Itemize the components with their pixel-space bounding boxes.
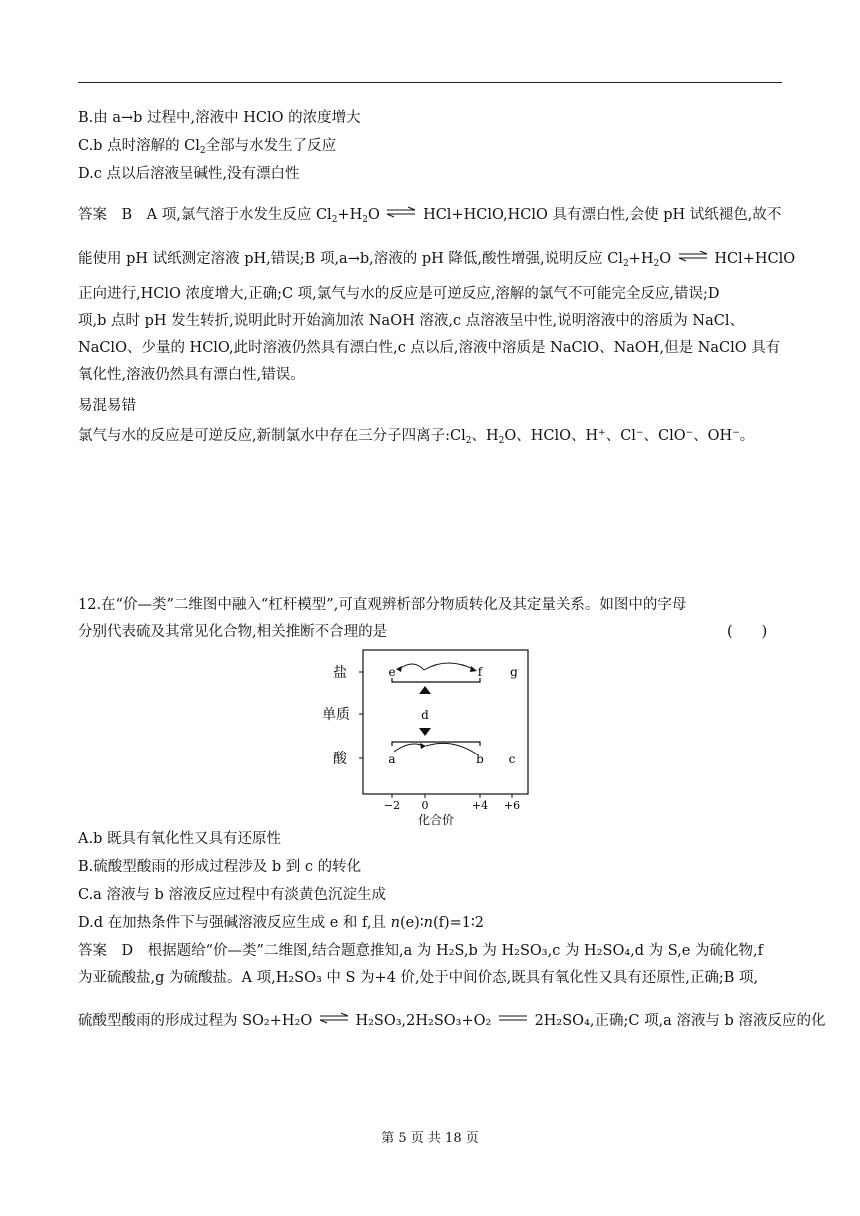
x-tick-label: −2 (383, 799, 401, 812)
y-label-acid: 酸 (333, 751, 347, 767)
point-d: d (421, 708, 429, 722)
answer-q12-line-2: 为亚硫酸盐,g 为硫酸盐。A 项,H₂SO₃ 中 S 为+4 价,处于中间价态,既具有氧化性又具有还原性,正确;B 项, (78, 970, 759, 986)
answer-q11-line-2: 能使用 pH 试纸测定溶液 pH,错误;B 项,a→b,溶液的 pH 降低,酸性增强,说明反应 $Cl_2+H_2O$ HCl+HClO (78, 251, 796, 269)
arc-a-to-d (394, 744, 424, 752)
option-c-q12: C.a 溶液与 b 溶液反应过程中有淡黄色沉淀生成 (78, 887, 386, 903)
reversible-arrow-icon (319, 1012, 349, 1024)
page-footer: 第 5 页 共 18 页 (381, 1131, 479, 1146)
point-e: e (388, 665, 396, 679)
reversible-arrow-icon (678, 250, 708, 262)
option-d-q11: D.c 点以后溶液呈碱性,没有漂白性 (78, 166, 300, 182)
answer-q11-line-4: 项,b 点时 pH 发生转折,说明此时开始滴加浓 NaOH 溶液,c 点溶液呈中性,说明溶液中的溶质为 NaCl、 (78, 313, 744, 329)
arc-b-to-d (426, 743, 476, 754)
option-d-q12: D.d 在加热条件下与强碱溶液反应生成 e 和 f,且 n(e)∶n(f)=1∶2 (78, 915, 485, 931)
point-f: f (477, 665, 483, 679)
point-b: b (476, 752, 484, 766)
fulcrum-top (419, 686, 431, 694)
option-c-q11: C.b 点时溶解的 $Cl_2$全部与水发生了反应 (78, 138, 337, 156)
valence-class-diagram (318, 646, 543, 826)
option-b-q12: B.硫酸型酸雨的形成过程涉及 b 到 c 的转化 (78, 859, 362, 875)
reversible-arrow-icon (386, 206, 416, 218)
lever-bar-top (392, 678, 480, 682)
answer-q11-line-1: 答案 B A 项,氯气溶于水发生反应 $Cl_2+H_2O$ HCl+HClO,HClO 具有漂白性,会使 pH 试纸褪色,故不 (78, 207, 782, 225)
option-b-q11: B.由 a→b 过程中,溶液中 HClO 的浓度增大 (78, 110, 361, 126)
header-rule (78, 82, 782, 83)
equals-sign-icon (498, 1012, 528, 1024)
point-g: g (510, 665, 518, 679)
y-label-element: 单质 (322, 707, 350, 723)
q12-stem-line-1: 12.在“价—类”二维图中融入“杠杆模型”,可直观辨析部分物质转化及其定量关系。如图中的字母 (78, 597, 687, 613)
confusion-text: 氯气与水的反应是可逆反应,新制氯水中存在三分子四离子$:Cl_2$、$H_2O$、HClO、H+、Cl−、ClO−、OH−。 (78, 428, 755, 446)
y-label-salt: 盐 (333, 665, 347, 681)
arc-d-to-e (398, 664, 424, 670)
x-tick-label: 0 (421, 799, 429, 812)
answer-q11-line-5: NaClO、少量的 HClO,此时溶液仍然具有漂白性,c 点以后,溶液中溶质是 NaClO、NaOH,但是 NaClO 具有 (78, 340, 781, 356)
confusion-heading: 易混易错 (78, 398, 136, 414)
arrowhead (470, 666, 477, 672)
x-tick-label: +4 (471, 799, 489, 812)
fulcrum-bottom (419, 728, 431, 736)
answer-q12-line-1: 答案 D 根据题给“价—类”二维图,结合题意推知,a 为 H₂S,b 为 H₂SO₃,c 为 H₂SO₄,d 为 S,e 为硫化物,f (78, 943, 763, 959)
answer-q11-line-6: 氧化性,溶液仍然具有漂白性,错误。 (78, 367, 305, 383)
answer-q11-line-3: 正向进行,HClO 浓度增大,正确;C 项,氯气与水的反应是可逆反应,溶解的氯气不可能完全反应,错误;D (78, 286, 720, 302)
arrowhead (420, 743, 426, 749)
answer-bracket: ( ) (727, 624, 768, 640)
point-c: c (508, 752, 516, 766)
point-a: a (388, 752, 396, 766)
x-axis-label: 化合价 (417, 813, 455, 826)
q12-stem-line-2: 分别代表硫及其常见化合物,相关推断不合理的是 (78, 624, 388, 640)
answer-q12-line-3: 硫酸型酸雨的形成过程为 SO₂+H₂O H₂SO₃,2H₂SO₃+O₂ 2H₂SO₄,正确;C 项,a 溶液与 b 溶液反应的化 (78, 1013, 826, 1029)
arrowhead (396, 666, 402, 672)
arc-d-to-f (424, 663, 475, 670)
x-tick-label: +6 (503, 799, 521, 812)
option-a-q12: A.b 既具有氧化性又具有还原性 (78, 831, 281, 847)
